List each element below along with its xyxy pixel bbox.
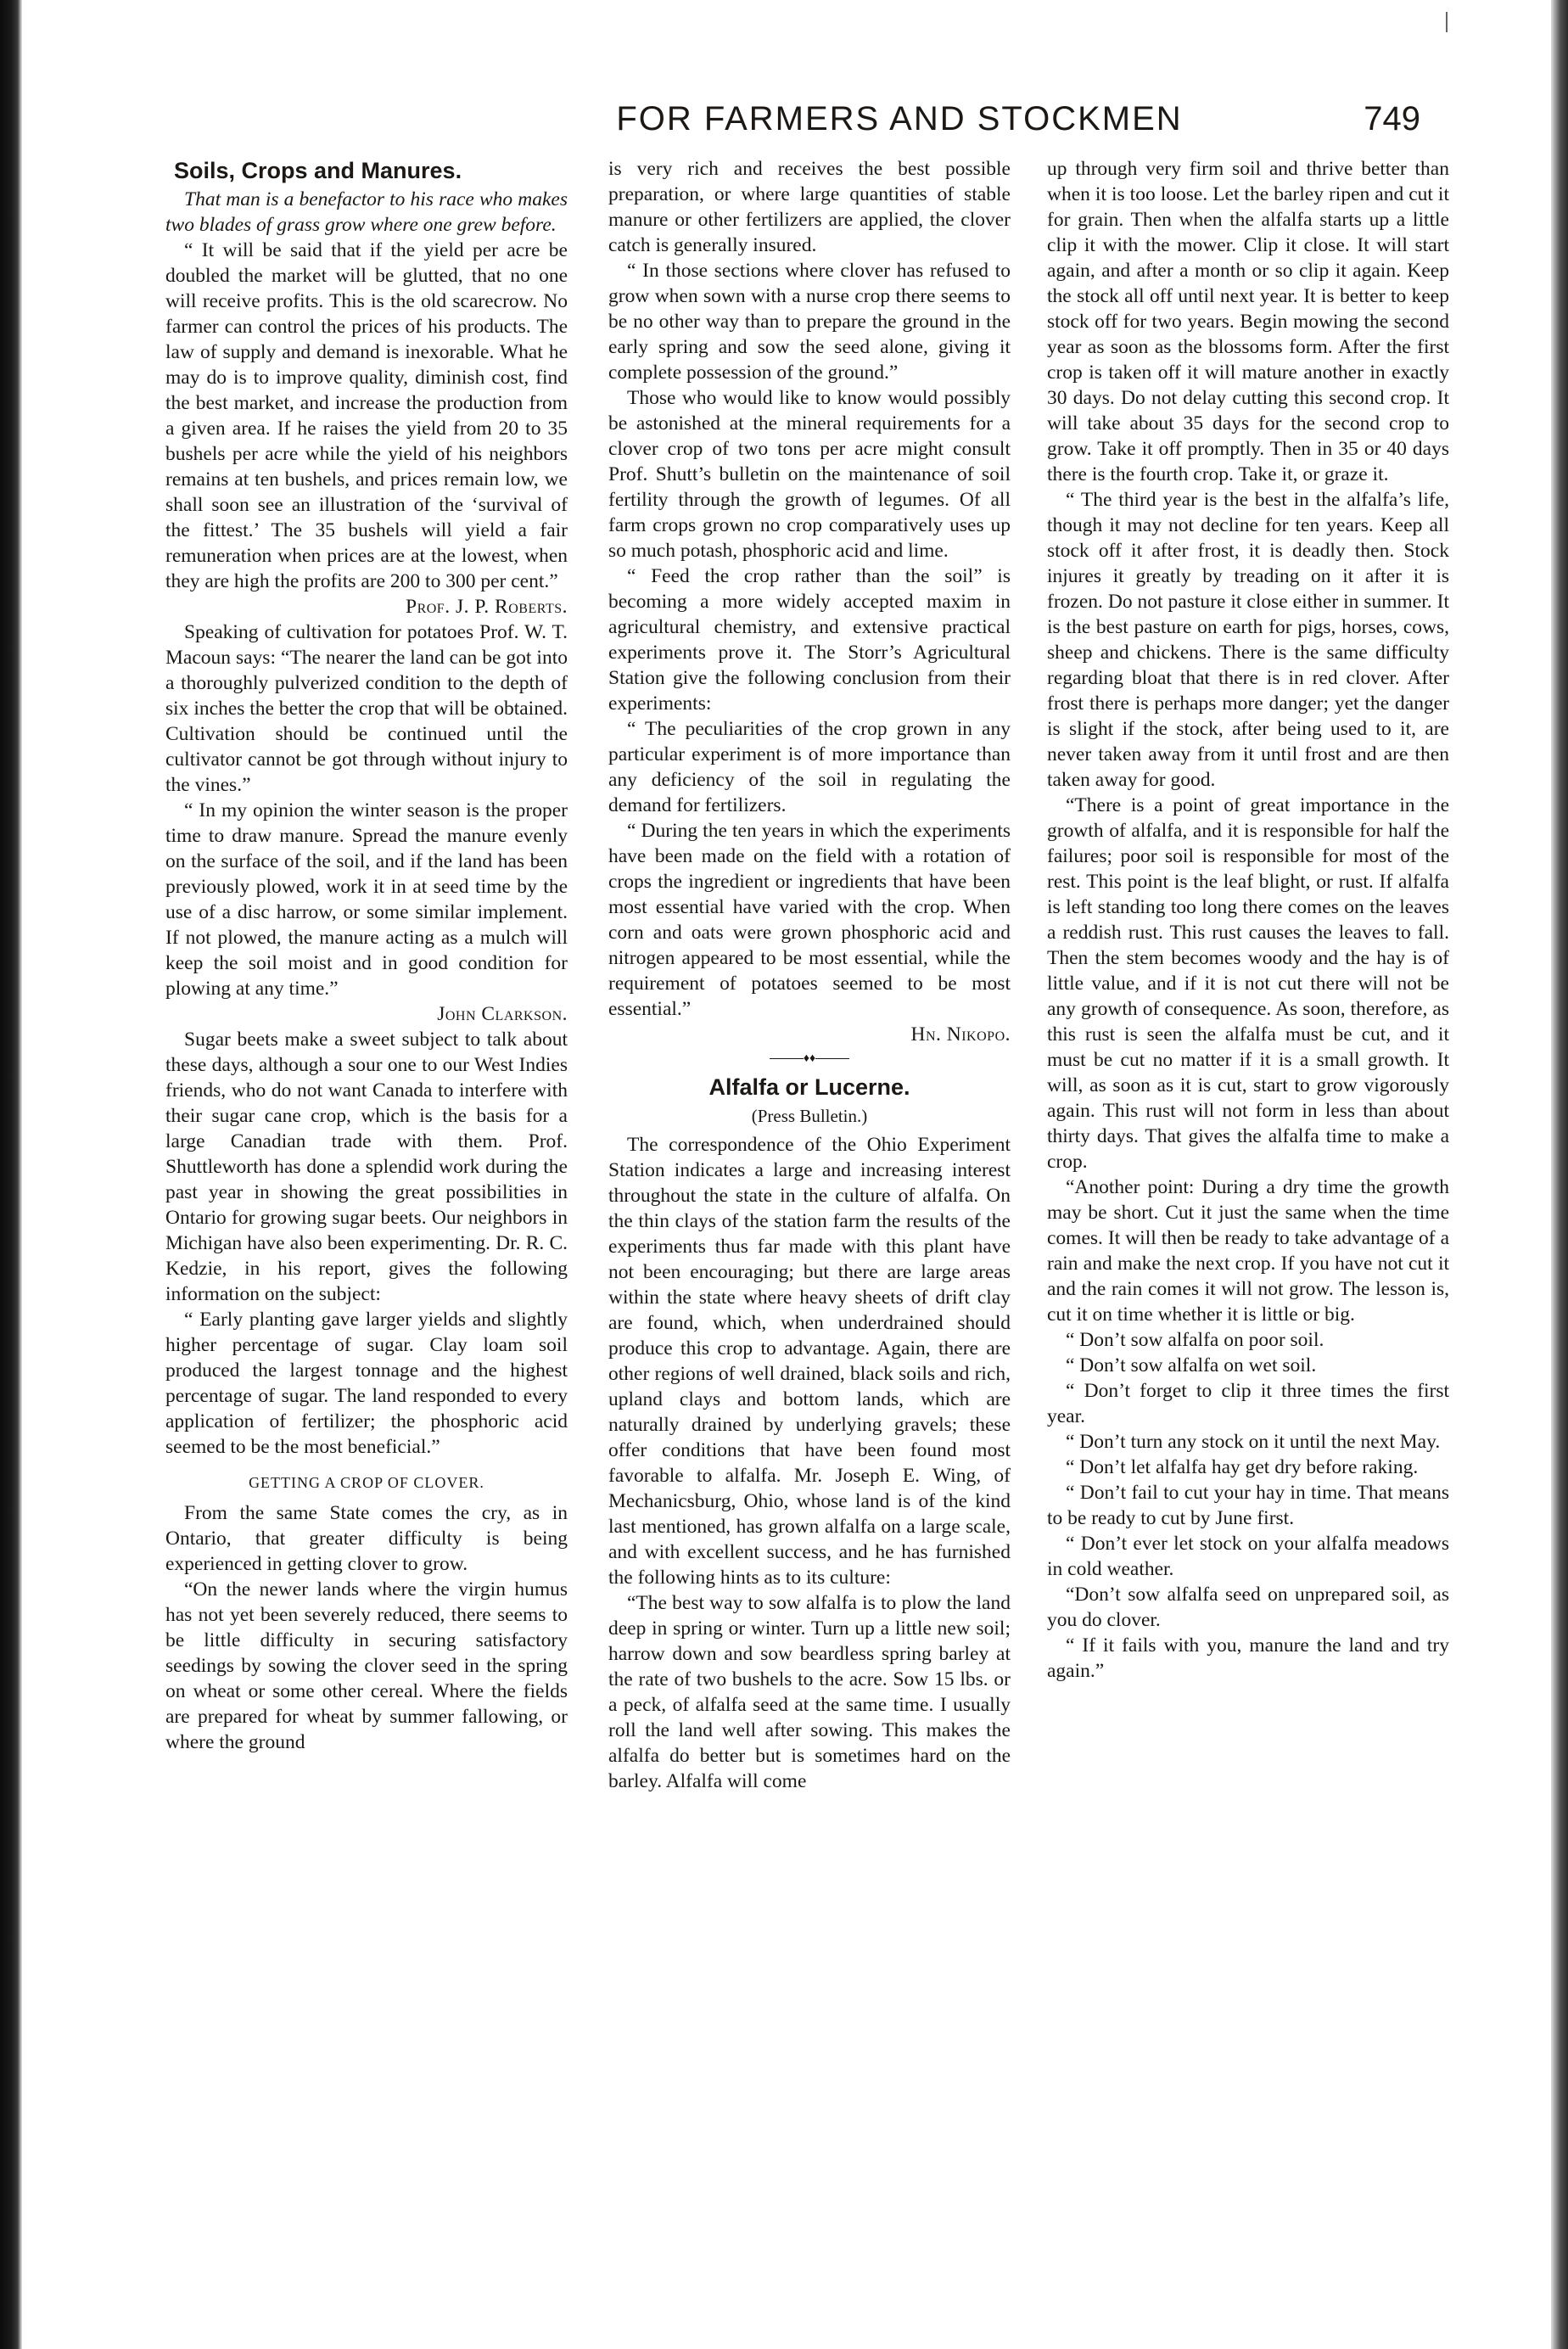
rule-item: “ Don’t ever let stock on your alfalfa meadows in cold weather. [1047,1533,1449,1580]
paragraph: “There is a point of great importance in the growth of alfalfa, and it is responsible for half the failures; poor soil is responsible for most of the rest. This point is the leaf blight, or rust. If alfalfa is left standing too long there comes on the leaves a reddish rust. This rust causes the leaves to fall. Then the stem becomes woody and the hay is of little value, and if it is not cut there will not be any growth of consequence. As soon, therefore, as this rust is seen the alfalfa must be cut, and it must be cut no matter if it is a small growth. It will, as soon as it is cut, start to grow vigorously again. This rust will not form in less than about thirty days. That gives the alfalfa time to make a crop. [1047,794,1449,1173]
page-number: 749 [1364,100,1420,137]
paragraph: “ It will be said that if the yield per acre be doubled the market will be glutted, that no one will receive profits. This is the old scarecrow. No farmer can control the prices of his products. The law of supply and demand is inexorable. What he may do is to improve quality, diminish cost, find the best market, and increase the production from a given area. If he raises the yield from 20 to 35 bushels per acre while the yield of his neighbors remains at ten bushels, and prices remain low, we shall soon see an illustration of the ‘survival of the fittest.’ The 35 bushels will yield a fair remuneration when prices are at the lowest, when they are high the profits are 200 to 300 per cent.” [165,239,568,592]
scan-left-edge [0,0,22,2349]
paragraph: “ In those sections where clover has refused to grow when sown with a nurse crop there seems to be no other way than to prepare the ground in the early spring and sow the seed alone, giving it complete possession of the ground.” [608,260,1011,384]
paragraph: up through very firm soil and thrive better than when it is too loose. Let the barley ripen and cut it for grain. Then when the alfalfa starts up a little clip it with the mower. Clip it close. It will start again, and after a month or so clip it again. Keep the stock all off until next year. It is better to keep stock off for two years. Begin mowing the second year as soon as the blossoms form. After the first crop is taken off it will mature another in exactly 30 days. Do not delay cutting this second crop. It will take about 35 days for the second crop to grow. Take it off promptly. Then in 35 or 40 days there is the fourth crop. Take it, or graze it. [1047,158,1449,485]
column-3 [1047,156,1449,1684]
subheading: GETTING A CROP OF CLOVER. [249,1474,484,1491]
rule-item: “ Don’t turn any stock on it until the next May. [1066,1431,1441,1453]
rule-item: “ Don’t sow alfalfa on wet soil. [1066,1354,1317,1376]
paragraph: “ The peculiarities of the crop grown in any particular experiment is of more importance than any deficiency of the soil in regulating the demand for fertilizers. [608,718,1011,816]
paragraph: Speaking of cultivation for potatoes Prof. W. T. Macoun says: “The nearer the land can be got into a thoroughly pulverized condition to the depth of six inches the better the crop that will be obtained. Cultivation should be continued until the cultivator cannot be got through without injury to the vines.” [165,621,568,796]
paragraph: The correspondence of the Ohio Experiment Station indicates a large and increasing interest throughout the state in the culture of alfalfa. On the thin clays of the station farm the results of the experiments thus far made with this plant have not been encouraging; but there are large areas within the state where heavy sheets of drift clay are found, which, when underdrained should produce this crop to advantage. Again, there are other regions of well drained, black soils and rich, upland clays and bottom lands, which are naturally drained by underlying gravels; these offer conditions that have been found most favorable to alfalfa. Mr. Joseph E. Wing, of Mechanicsburg, Ohio, whose land is of the kind last mentioned, has grown alfalfa on a large scale, and with excellent success, and he has furnished the following hints as to its culture: [608,1134,1011,1589]
article-title-soils: Soils, Crops and Manures. [174,158,462,183]
paragraph: “On the newer lands where the virgin humus has not yet been severely reduced, there seems to be little difficulty in securing satisfactory seedings by sowing the clover seed in the spring on wheat or some other cereal. Where the fields are prepared for wheat by summer fallowing, or where the ground [165,1578,568,1753]
signature: Prof. J. P. Roberts. [406,596,568,618]
rule-item: “Don’t sow alfalfa seed on unprepared soil, as you do clover. [1047,1584,1449,1631]
epigraph: That man is a benefactor to his race who makes two blades of grass grow where one grew before. [165,188,568,236]
rule-item: “ Don’t forget to clip it three times the first year. [1047,1380,1449,1427]
paragraph: “Another point: During a dry time the growth may be short. Cut it just the same when the time comes. It will then be ready to take advantage of a rain and make the next crop. If you have not cut it and the rain comes it will not grow. The lesson is, cut it on time whether it is little or big. [1047,1176,1449,1326]
rule-item: “ Don’t fail to cut your hay in time. That means to be ready to cut by June first. [1047,1482,1449,1529]
paragraph: “ Feed the crop rather than the soil” is becoming a more widely accepted maxim in agricultural chemistry, and extensive practical experiments prove it. The Storr’s Agricultural Station give the following conclusion from their experiments: [608,565,1011,715]
scan-right-edge [1551,0,1568,2349]
signature: Hn. Nikopo. [910,1023,1011,1046]
paragraph: is very rich and receives the best possible preparation, or where large quantities of stable manure or other fertilizers are applied, the clover catch is generally insured. [608,158,1011,256]
paragraph: From the same State comes the cry, as in Ontario, that greater difficulty is being experienced in getting clover to grow. [165,1502,568,1575]
scan-mark [1446,12,1448,32]
paragraph: “ In my opinion the winter season is the proper time to draw manure. Spread the manure evenly on the surface of the soil, and if the land has been previously plowed, work it in at seed time by the use of a disc harrow, or some similar implement. If not plowed, the manure acting as a mulch will keep the soil moist and in good condition for plowing at any time.” [165,799,568,1000]
paragraph: “ During the ten years in which the experiments have been made on the field with a rotation of crops the ingredient or ingredients that have been most essential have varied with the crop. When corn and oats were grown phosphoric acid and nitrogen appeared to be most essential, while the requirement of potatoes seemed to be most essential.” [608,820,1011,1020]
paragraph: Those who would like to know would possibly be astonished at the mineral requirements for a clover crop of two tons per acre might consult Prof. Shutt’s bulletin on the maintenance of soil fertility through the growth of legumes. Of all farm crops grown no crop comparatively uses up so much potash, phosphoric acid and lime. [608,387,1011,562]
paragraph: “The best way to sow alfalfa is to plow the land deep in spring or winter. Turn up a little new soil; harrow down and sow beardless spring barley at the rate of two bushels to the acre. Sow 15 lbs. or a peck, of alfalfa seed at the same time. I usually roll the land well after sowing. This makes the alfalfa do better but is sometimes hard on the barley. Alfalfa will come [608,1592,1011,1792]
rule-item: “ Don’t sow alfalfa on poor soil. [1066,1329,1324,1351]
section-divider: ♦♦ [608,1052,1011,1066]
column-2 [608,156,1011,1794]
signature: John Clarkson. [437,1003,568,1025]
paragraph: Sugar beets make a sweet subject to talk about these days, although a sour one to our West Indies friends, who do not want Canada to interfere with their sugar cane crop, which is the basis for a large Canadian trade with them. Prof. Shuttleworth has done a splendid work during the past year in showing the great possibilities in Ontario for growing sugar beets. Our neighbors in Michigan have also been experimenting. Dr. R. C. Kedzie, in his report, gives the following information on the subject: [165,1029,568,1305]
column-1 [165,156,568,1755]
rule-item: “ Don’t let alfalfa hay get dry before raking. [1066,1456,1419,1478]
article-source: (Press Bulletin.) [751,1106,868,1126]
paragraph: “ The third year is the best in the alfalfa’s life, though it may not decline for ten years. Keep all stock off it after frost, it is deadly then. Stock injures it greatly by treading on it after it is frozen. Do not pasture it close either in summer. It is the best pasture on earth for pigs, horses, cows, sheep and chickens. There is the same difficulty regarding bloat that there is in red clover. After frost there is perhaps more danger; yet the danger is slight if the stock, after being used to it, are never taken away from it until frost and are then taken away for good. [1047,489,1449,791]
running-title: FOR FARMERS AND STOCKMEN [616,100,1183,137]
article-title-alfalfa: Alfalfa or Lucerne. [708,1074,910,1100]
page-header [170,95,1425,146]
paragraph: “ Early planting gave larger yields and slightly higher percentage of sugar. Clay loam soil produced the largest tonnage and the highest percentage of sugar. The land responded to every application of fertilizer; the phosphoric acid seemed to be the most beneficial.” [165,1309,568,1458]
rule-item: “ If it fails with you, manure the land and try again.” [1047,1634,1449,1682]
